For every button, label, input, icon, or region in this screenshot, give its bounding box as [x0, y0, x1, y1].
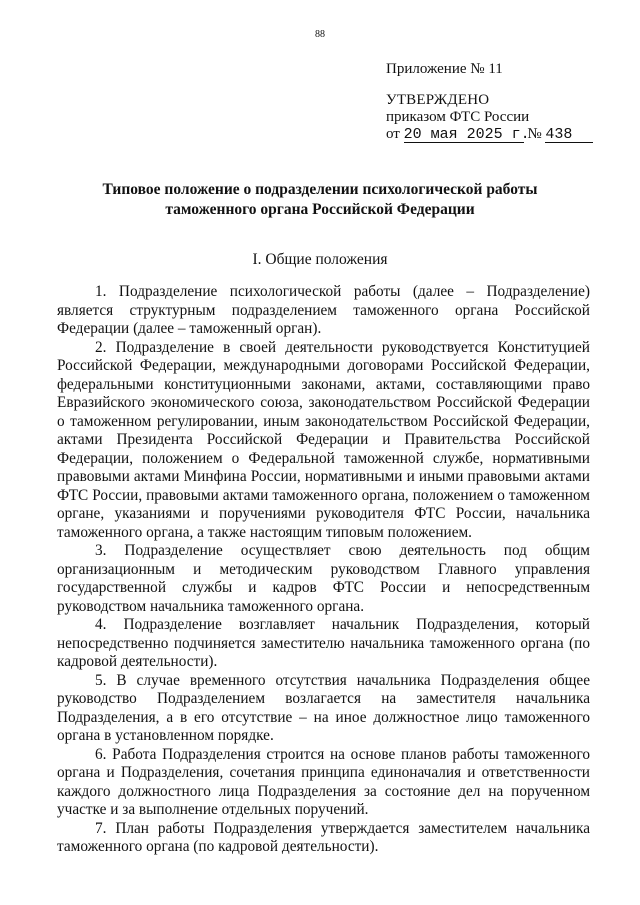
- approval-block: [386, 61, 596, 143]
- title-line-2: таможенного органа Российской Федерации: [165, 201, 475, 218]
- document-body: [57, 283, 590, 857]
- order-date: 20 мая 2025 г.: [403, 126, 530, 143]
- page-number: 88: [315, 29, 325, 40]
- order-by-label: приказом ФТС России: [386, 109, 530, 125]
- paragraph-4: 4. Подразделение возглавляет начальник Подразделения, который непосредственно подчиняется заместителю начальника таможенного органа (по кадровой деятельности).: [57, 616, 590, 670]
- paragraph-1: 1. Подразделение психологической работы (далее – Подразделение) является структурным подразделением таможенного органа Российской Федерации (далее – таможенный орган).: [57, 283, 590, 337]
- order-number: 438: [545, 127, 593, 143]
- order-line: [386, 126, 596, 143]
- approved-stamp-label: УТВЕРЖДЕНО: [386, 92, 490, 108]
- paragraph-7: 7. План работы Подразделения утверждается заместителем начальника таможенного органа (по кадровой деятельности).: [57, 819, 590, 855]
- paragraph-6: 6. Работа Подразделения строится на основе планов работы таможенного органа и Подразделения, сочетания принципа единоначалия и ответственности каждого должностного лица Подразделения за состояние дел на порученном участке и за выполнение отдельных поручений.: [57, 745, 590, 818]
- paragraph-5: 5. В случае временного отсутствия начальника Подразделения общее руководство Подразделением возлагается на заместителя начальника Подразделения, а в его отсутствие – на иное должностное лицо таможенного органа в установленном порядке.: [57, 671, 590, 744]
- section-heading: I. Общие положения: [252, 251, 388, 268]
- paragraph-3: 3. Подразделение осуществляет свою деятельность под общим организационным и методическим руководством Главного управления государственной службы и кадров ФТС России и непосредственным руководством начальника таможенного органа.: [57, 542, 590, 615]
- number-label: №: [527, 126, 542, 142]
- appendix-label: Приложение № 11: [386, 61, 503, 77]
- paragraph-2: 2. Подразделение в своей деятельности руководствуется Конституцией Российской Федерации, международными договорами Российской Федерации, федеральными конституционными законами, актами, составляющими право Евразийского экономического союза, законодательством Российской Федерации о таможенном регулировании, иным законодательством Российской Федерации, актами Президента Российской Федерации и Правительства Российской Федерации, положением о Федеральной таможенной службе, нормативными правовыми актами Минфина России, нормативными и иными правовыми актами ФТС России, правовыми актами таможенного органа, положением о таможенном органе, указаниями и поручениями руководителя ФТС России, начальника таможенного органа, а также настоящим типовым положением.: [57, 338, 590, 541]
- title-line-1: Типовое положение о подразделении психологической работы: [102, 181, 538, 198]
- from-label: от: [386, 126, 400, 142]
- document-title: [0, 180, 640, 220]
